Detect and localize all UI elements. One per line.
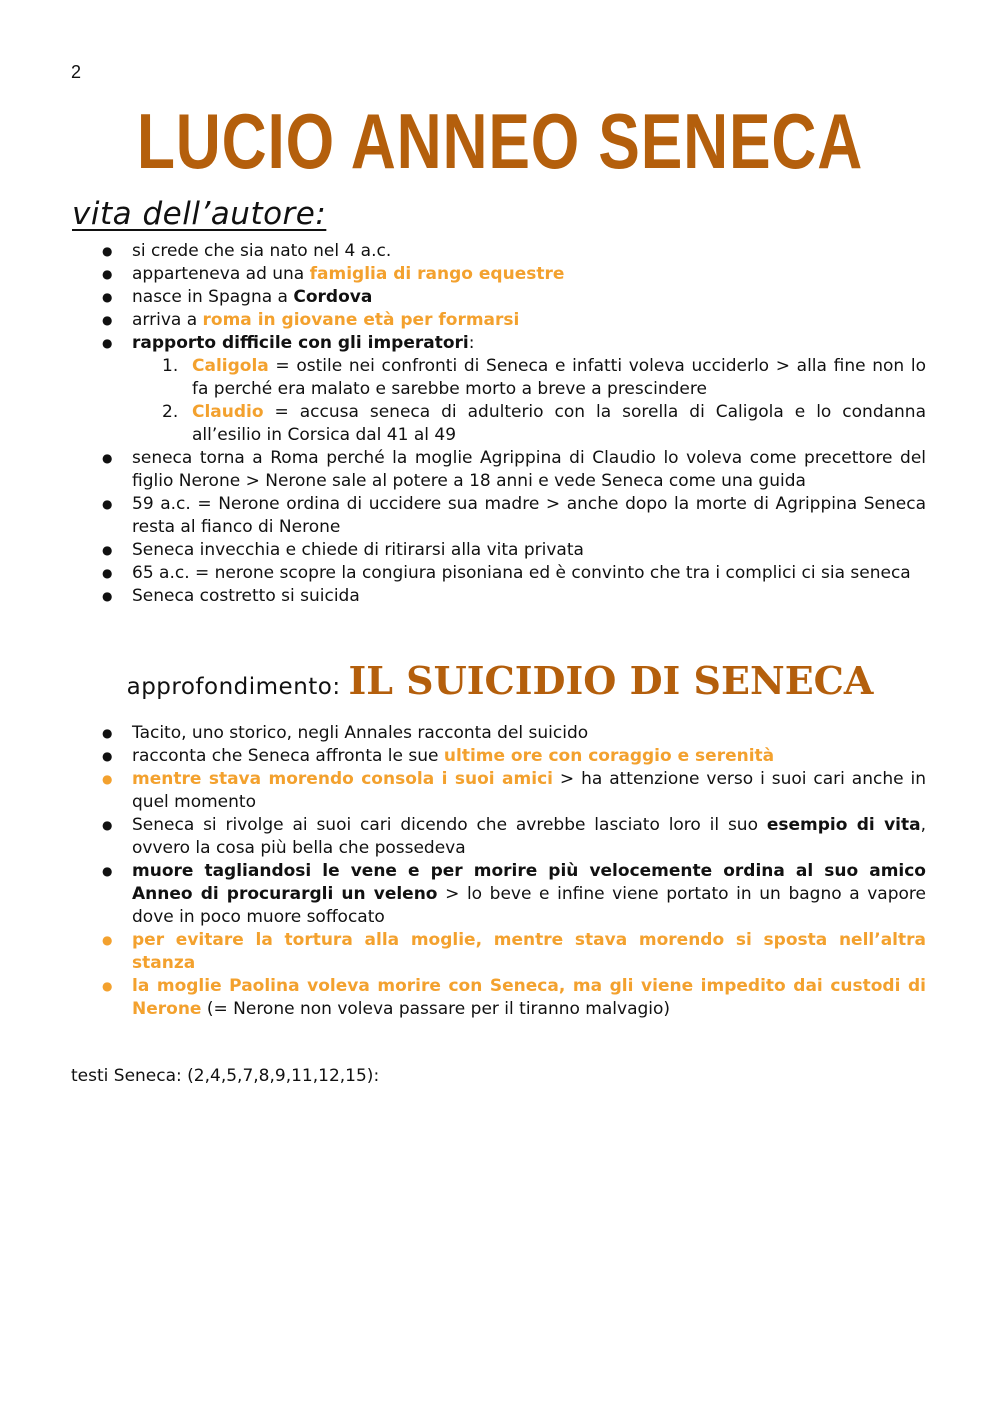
list-item — [0, 332, 1000, 447]
text-run: Seneca si rivolge ai suoi cari dicendo che avrebbe lasciato loro il suo — [132, 815, 767, 835]
list-item — [0, 929, 1000, 975]
text-run: , ovvero la cosa più bella che possedeva — [132, 815, 926, 858]
suicidio-title: IL SUICIDIO DI SENECA — [348, 658, 874, 703]
list-item — [0, 286, 1000, 309]
list-item — [0, 860, 1000, 929]
suicidio-list-container — [0, 722, 1000, 1021]
list-item — [0, 814, 1000, 860]
list-item — [0, 585, 1000, 608]
text-run: > lo beve e infine viene portato in un bagno a vapore dove in poco muore soffocato — [132, 884, 926, 927]
text-run: racconta che Seneca affronta le sue — [132, 746, 444, 766]
list-item — [0, 562, 1000, 585]
page-title: LUCIO ANNEO SENECA — [136, 97, 864, 185]
text-run: Tacito, uno storico, negli Annales racconta del suicido — [132, 723, 589, 743]
section-heading-vita: vita dell’autore: — [72, 196, 327, 232]
text-run: = accusa seneca di adulterio con la sorella di Caligola e lo condanna all’esilio in Corsica dal 41 al 49 — [192, 402, 926, 445]
list-item — [0, 768, 1000, 814]
list-item — [0, 309, 1000, 332]
approfondimento-heading — [0, 658, 1000, 703]
text-run: : — [468, 333, 475, 353]
numbered-item — [132, 355, 926, 401]
list-item — [0, 722, 1000, 745]
text-run: si crede che sia nato nel 4 a.c. — [132, 241, 392, 261]
list-item — [0, 745, 1000, 768]
vita-list-container — [0, 240, 1000, 608]
highlighted-text: roma in giovane età per formarsi — [202, 310, 520, 330]
bold-text: Cordova — [293, 287, 373, 307]
suicidio-bullet-list — [0, 722, 1000, 1021]
text-run: arriva a — [132, 310, 203, 330]
text-run: seneca torna a Roma perché la moglie Agrippina di Claudio lo voleva come precettore del figlio Nerone > Nerone sale al potere a 18 anni e vede Seneca come una guida — [132, 448, 926, 491]
list-item — [0, 975, 1000, 1021]
text-run: nasce in Spagna a — [132, 287, 294, 307]
text-run: 65 a.c. = nerone scopre la congiura pisoniana ed è convinto che tra i complici ci sia seneca — [132, 563, 911, 583]
numbered-sublist — [132, 355, 926, 447]
list-item — [0, 263, 1000, 286]
highlighted-text: Caligola — [192, 356, 269, 376]
text-run: 59 a.c. = Nerone ordina di uccidere sua madre > anche dopo la morte di Agrippina Seneca resta al fianco di Nerone — [132, 494, 926, 537]
list-item — [0, 493, 1000, 539]
list-item — [0, 447, 1000, 493]
testi-seneca-line: testi Seneca: (2,4,5,7,8,9,11,12,15): — [71, 1066, 380, 1086]
text-run: (= Nerone non voleva passare per il tiranno malvagio) — [201, 999, 671, 1019]
text-run: Seneca costretto si suicida — [132, 586, 360, 606]
text-run: = ostile nei confronti di Seneca e infatti voleva ucciderlo > alla fine non lo fa perché era malato e sarebbe morto a breve a prescindere — [192, 356, 926, 399]
bold-text: muore tagliandosi le vene e per morire più velocemente ordina al suo amico Anneo di procurargli un veleno — [132, 861, 926, 904]
vita-bullet-list — [0, 240, 1000, 608]
highlighted-text: ultime ore con coraggio e serenità — [443, 746, 775, 766]
text-run: apparteneva ad una — [132, 264, 310, 284]
bold-text: rapporto difficile con gli imperatori — [132, 333, 469, 353]
numbered-item — [132, 401, 926, 447]
highlighted-text: Claudio — [192, 402, 264, 422]
bold-text: esempio di vita — [766, 815, 921, 835]
approfondimento-label: approfondimento: — [126, 674, 349, 700]
highlighted-text: famiglia di rango equestre — [309, 264, 565, 284]
highlighted-text: per evitare la tortura alla moglie, mentre stava morendo si sposta nell’altra stanza — [132, 930, 926, 973]
text-run: > ha attenzione verso i suoi cari anche in quel momento — [132, 769, 926, 812]
page-number: 2 — [71, 62, 82, 82]
highlighted-text: mentre stava morendo consola i suoi amici — [132, 769, 553, 789]
item-number: 2. — [162, 402, 179, 422]
text-run: Seneca invecchia e chiede di ritirarsi alla vita privata — [132, 540, 584, 560]
list-item — [0, 240, 1000, 263]
item-number: 1. — [162, 356, 179, 376]
list-item — [0, 539, 1000, 562]
highlighted-text: la moglie Paolina voleva morire con Seneca, ma gli viene impedito dai custodi di Nerone — [132, 976, 926, 1019]
